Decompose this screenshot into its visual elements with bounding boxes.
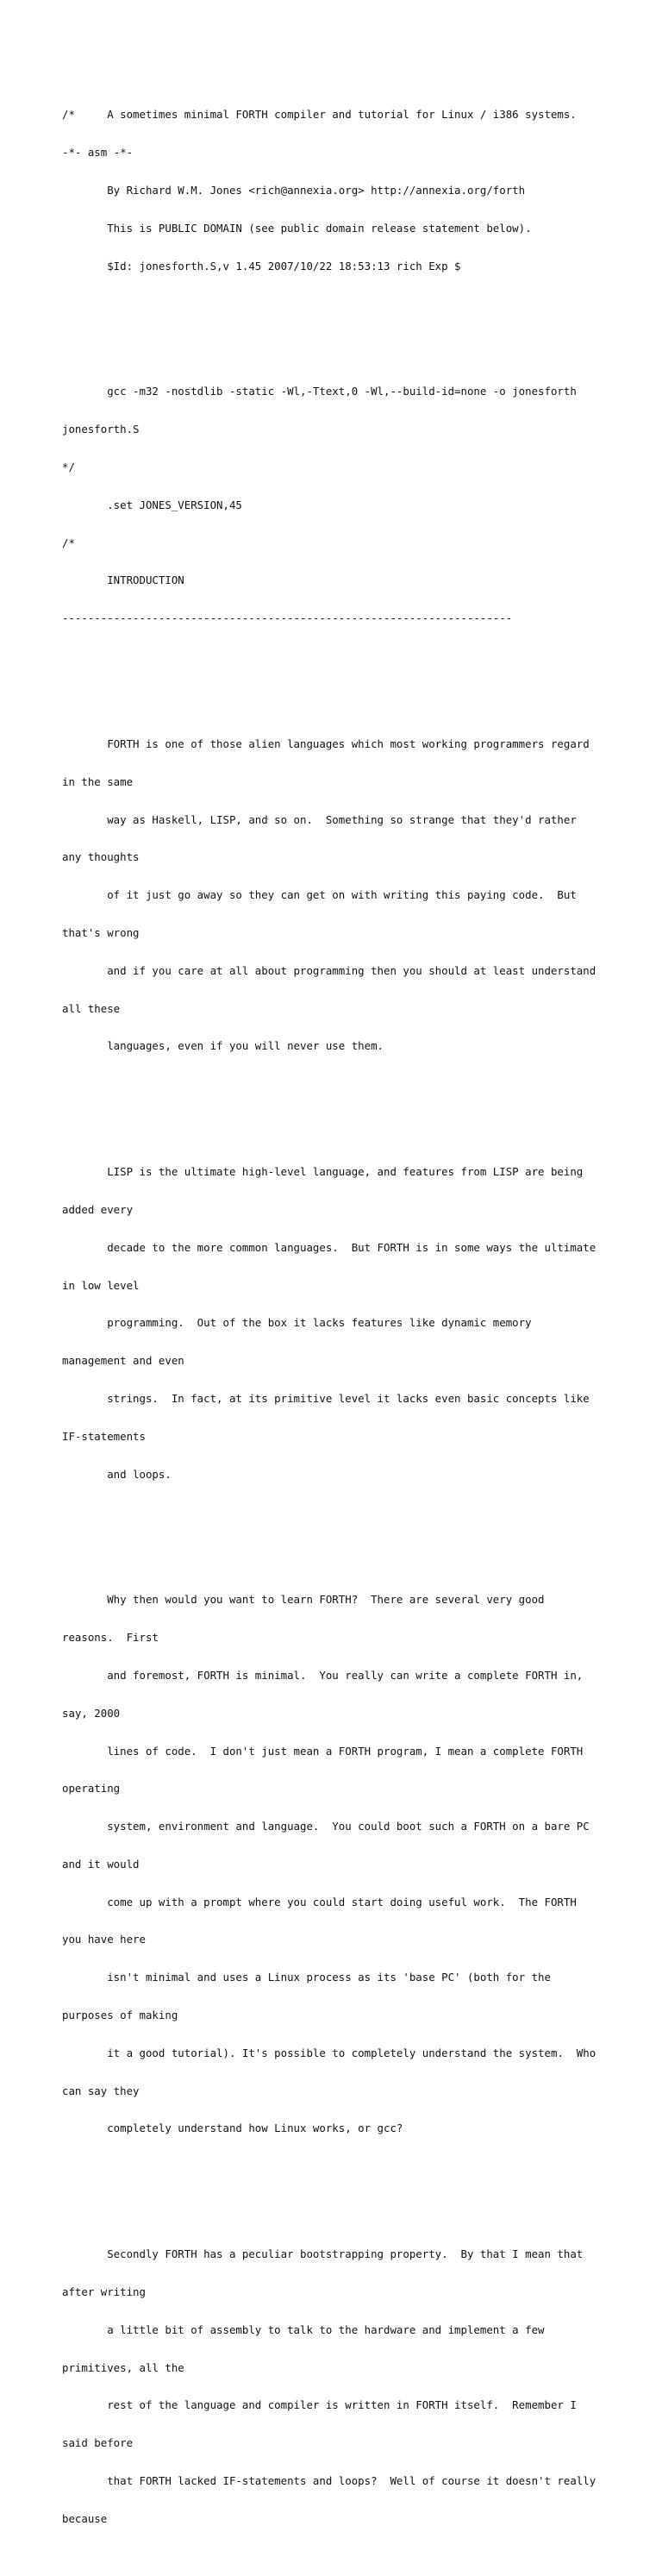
text-line: jonesforth.S: [62, 423, 140, 436]
text-line: all these: [62, 1001, 121, 1015]
text-line: management and even: [62, 1354, 184, 1368]
text-line: By Richard W.M. Jones <rich@annexia.org> http://annexia.org/forth: [62, 183, 526, 197]
text-line: you have here: [62, 1933, 146, 1946]
text-line: rest of the language and compiler is written in FORTH itself. Remember I: [62, 2398, 577, 2412]
text-line: because: [62, 2511, 108, 2525]
divider-line: ----------------------------------------------------------------------: [62, 611, 513, 625]
text-line: come up with a prompt where you could start doing useful work. The FORTH: [62, 1895, 577, 1908]
section-heading: INTRODUCTION: [62, 573, 184, 587]
text-line: purposes of making: [62, 2009, 178, 2022]
text-line: /*: [62, 536, 75, 549]
text-line: Why then would you want to learn FORTH? There are several very good: [62, 1593, 545, 1607]
text-line: and if you care at all about programming then you should at least understand: [62, 963, 596, 977]
text-line: and it would: [62, 1857, 140, 1871]
blank-line: [62, 675, 662, 688]
text-line: */: [62, 461, 75, 473]
text-line: LISP is the ultimate high-level language, and features from LISP are being: [62, 1165, 584, 1179]
text-line: said before: [62, 2436, 134, 2450]
blank-line: [62, 1103, 662, 1116]
text-line: any thoughts: [62, 850, 140, 864]
header-comment-block: [62, 84, 662, 298]
text-line: that FORTH lacked IF-statements and loops? Well of course it doesn't really: [62, 2474, 596, 2487]
text-line: say, 2000: [62, 1706, 121, 1720]
text-line: languages, even if you will never use them.: [62, 1039, 384, 1053]
text-line: IF-statements: [62, 1429, 146, 1443]
text-line: reasons. First: [62, 1631, 159, 1645]
text-line: in the same: [62, 774, 134, 788]
source-code-listing: [62, 59, 662, 2576]
paragraph-forth-alien: [62, 713, 662, 1078]
blank-line: [62, 323, 662, 335]
text-line: strings. In fact, at its primitive level it lacks even basic concepts like: [62, 1391, 590, 1405]
text-line: Secondly FORTH has a peculiar bootstrapping property. By that I mean that: [62, 2247, 584, 2261]
text-line: can say they: [62, 2084, 140, 2097]
text-line: completely understand how Linux works, or gcc?: [62, 2122, 403, 2135]
text-line: system, environment and language. You could boot such a FORTH on a bare PC: [62, 1820, 590, 1833]
text-line: in low level: [62, 1278, 140, 1292]
text-line: FORTH is one of those alien languages which most working programmers regard: [62, 737, 590, 751]
text-line: decade to the more common languages. But FORTH is in some ways the ultimate: [62, 1240, 596, 1254]
text-line: of it just go away so they can get on with writing this paying code. But: [62, 888, 577, 902]
blank-line: [62, 1531, 662, 1544]
text-line: it a good tutorial). It's possible to completely understand the system. Who: [62, 2046, 596, 2059]
text-line: after writing: [62, 2285, 146, 2299]
text-line: isn't minimal and uses a Linux process as its 'base PC' (both for the: [62, 1971, 551, 1984]
text-line: programming. Out of the box it lacks features like dynamic memory: [62, 1316, 532, 1330]
text-line: operating: [62, 1782, 121, 1796]
text-line: gcc -m32 -nostdlib -static -Wl,-Ttext,0 -Wl,--build-id=none -o jonesforth: [62, 385, 577, 398]
text-line: added every: [62, 1203, 134, 1217]
build-and-intro-block: [62, 360, 662, 650]
text-line: /* A sometimes minimal FORTH compiler and tutorial for Linux / i386 systems.: [62, 108, 577, 122]
text-line: This is PUBLIC DOMAIN (see public domain release statement below).: [62, 221, 532, 235]
paragraph-why-learn: [62, 1569, 662, 2160]
text-line: primitives, all the: [62, 2360, 184, 2374]
paragraph-bootstrapping: [62, 2223, 662, 2550]
text-line: .set JONES_VERSION,45: [62, 498, 242, 511]
text-line: -*- asm -*-: [62, 146, 134, 160]
text-line: $Id: jonesforth.S,v 1.45 2007/10/22 18:53:13 rich Exp $: [62, 259, 461, 273]
text-line: a little bit of assembly to talk to the hardware and implement a few: [62, 2322, 545, 2336]
text-line: lines of code. I don't just mean a FORTH program, I mean a complete FORTH: [62, 1744, 584, 1758]
blank-line: [62, 2185, 662, 2198]
text-line: and loops.: [62, 1467, 172, 1481]
text-line: way as Haskell, LISP, and so on. Something so strange that they'd rather: [62, 812, 577, 826]
text-line: that's wrong: [62, 925, 140, 939]
paragraph-lisp: [62, 1141, 662, 1506]
text-line: and foremost, FORTH is minimal. You really can write a complete FORTH in,: [62, 1669, 584, 1682]
